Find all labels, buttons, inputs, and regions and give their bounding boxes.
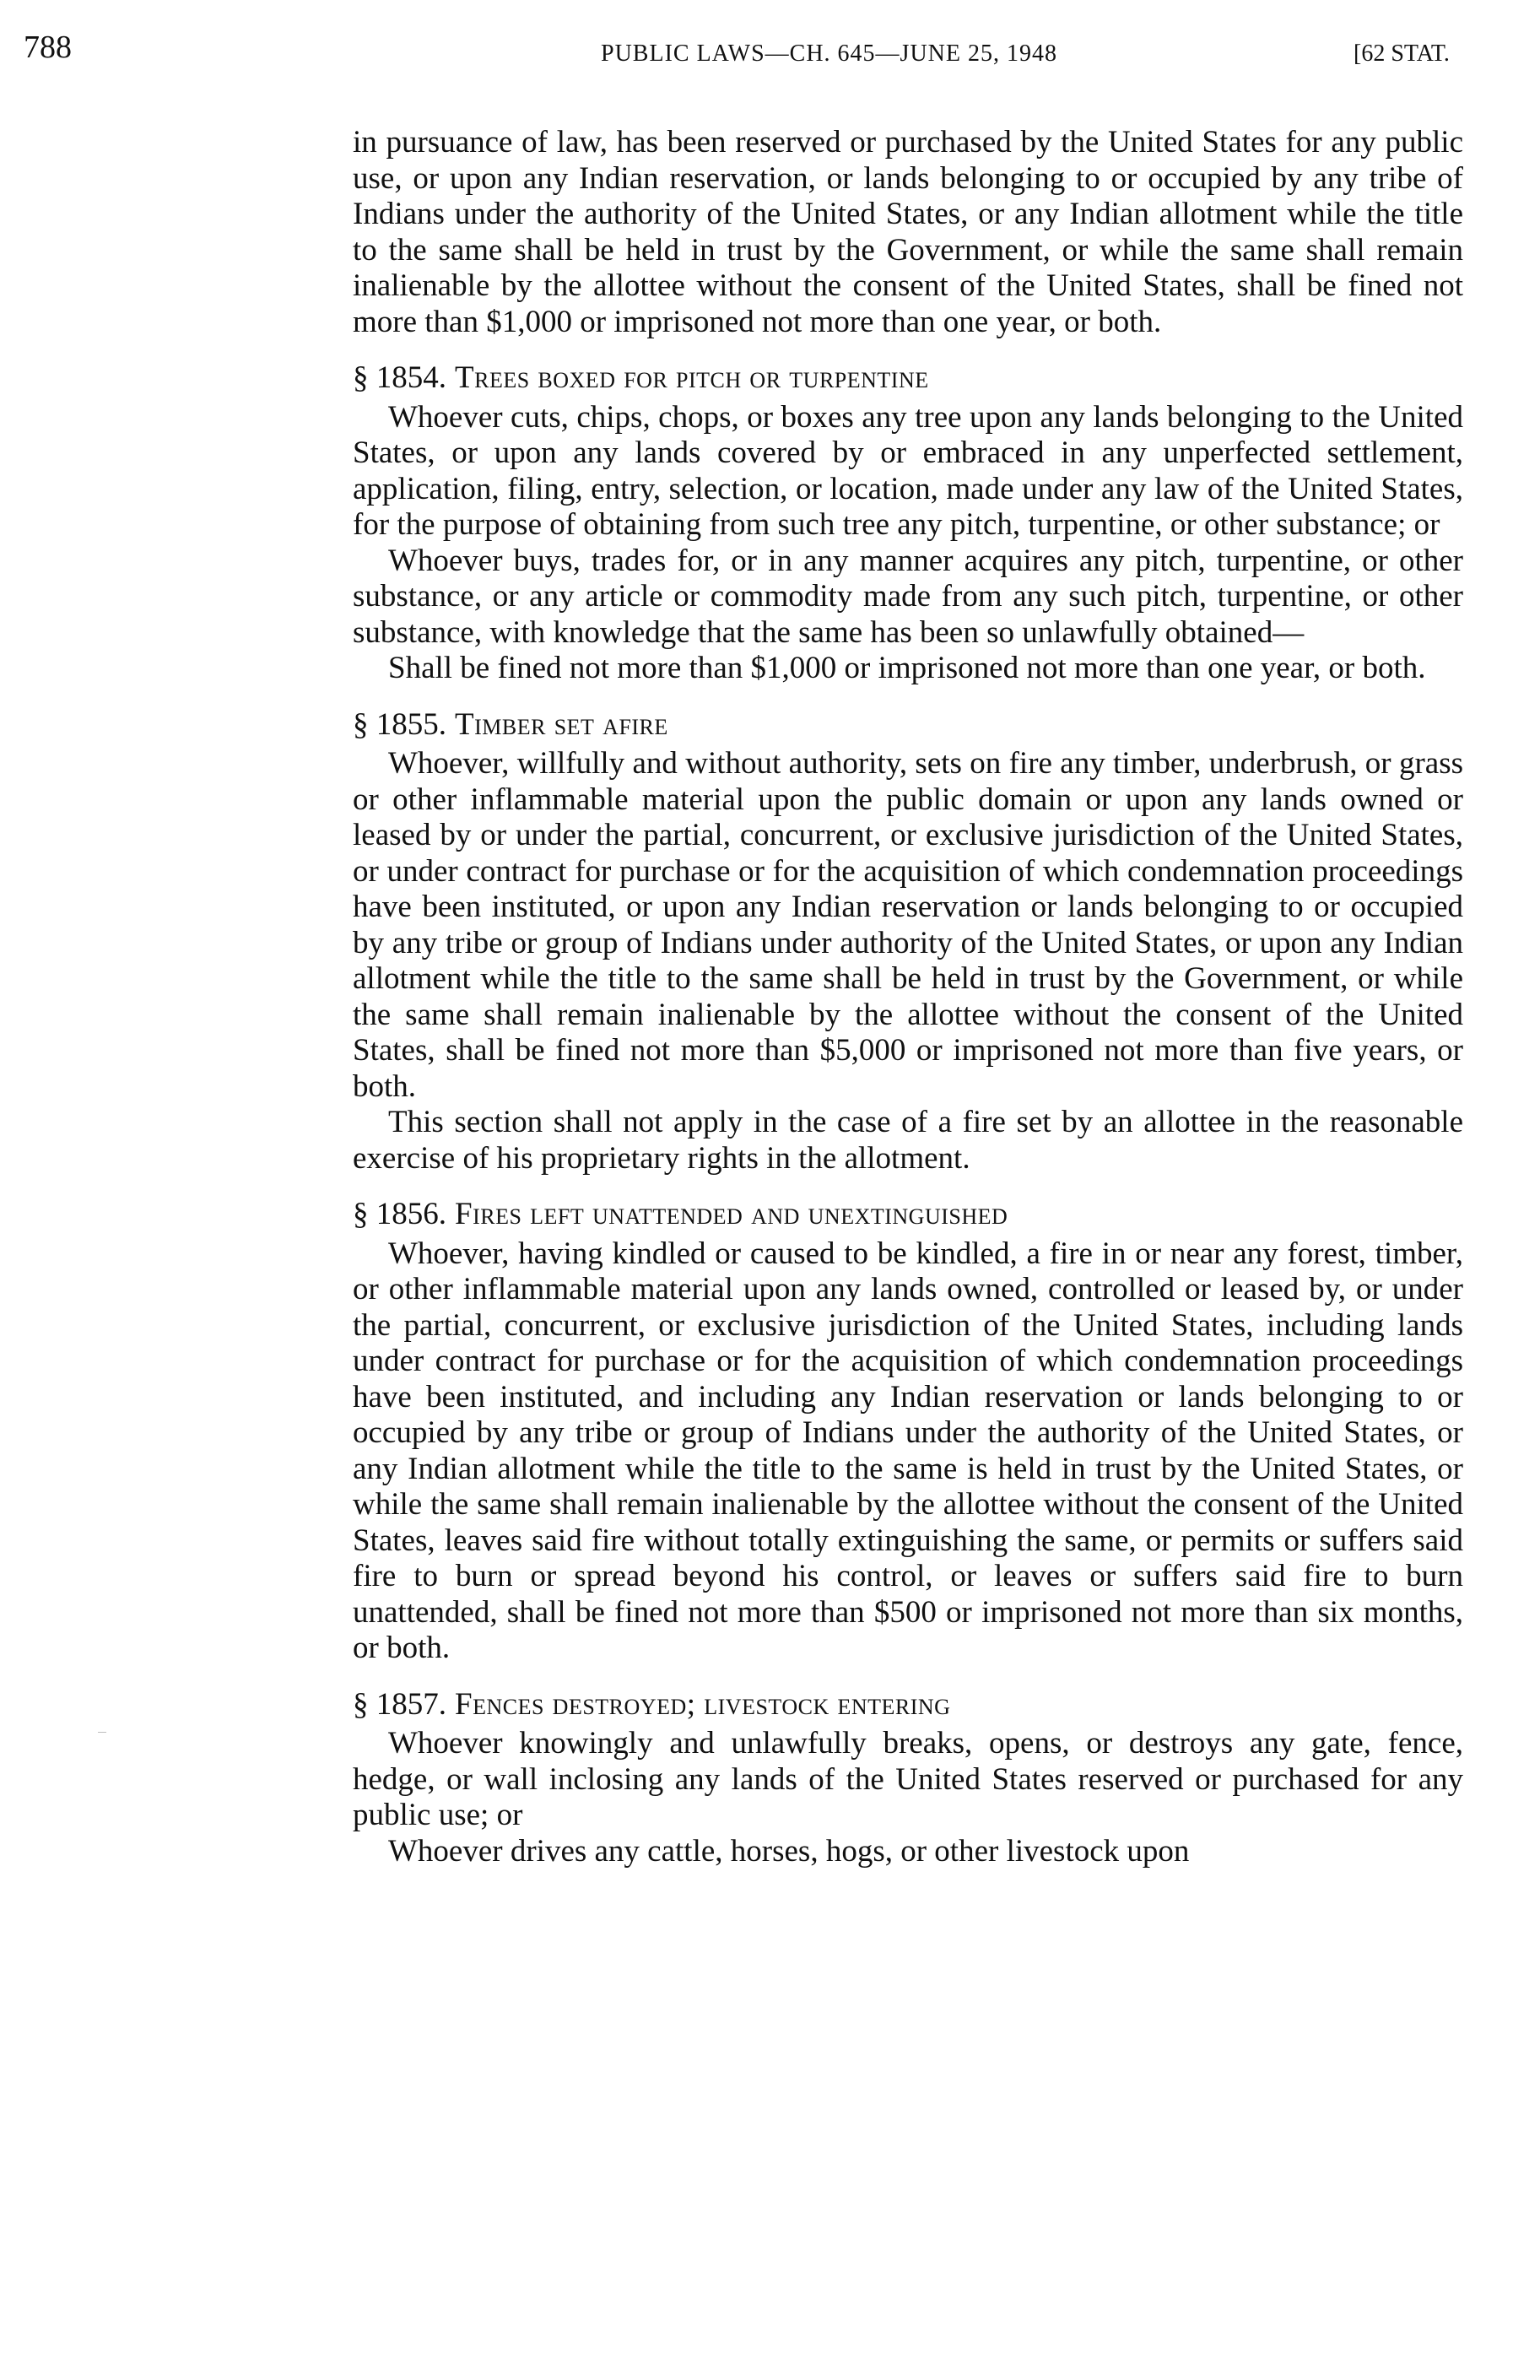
section-number: § 1857. (353, 1686, 446, 1722)
section-title: Fires left unattended and unextinguished (455, 1197, 1008, 1231)
intro-paragraph: in pursuance of law, has been reserved or purchased by the United States for any public use, or upon any Indian reservation, or lands belonging to or occupied by any tribe of Indians under the authority of the United States, or any Indian allotment while the title to the same shall be held in trust by the Government, or while the same shall remain inalienable by the allottee without the consent of the United States, shall be fined not more than $1,000 or imprisoned not more than one year, or both. (353, 125, 1463, 339)
section-paragraph: Whoever, willfully and without authority, sets on fire any timber, underbrush, or grass or other inflammable material upon the public domain or upon any lands owned or leased by or under the partial, concurrent, or exclusive jurisdiction of the United States, or under contract for purchase or for the acquisition of which condemnation proceedings have been instituted, or upon any Indian reservation or lands belonging to or occupied by any tribe or group of Indians under authority of the United States, or upon any Indian allotment while the title to the same shall be held in trust by the Government, or while the same shall remain inalienable by the allottee without the consent of the United States, shall be fined not more than $5,000 or imprisoned not more than five years, or both. (353, 746, 1463, 1104)
margin-mark (98, 1732, 106, 1733)
section-title: Fences destroyed; livestock entering (455, 1686, 951, 1722)
section-paragraph: Whoever buys, trades for, or in any manner acquires any pitch, turpentine, or other substance, or any article or commodity made from any such pitch, turpentine, or other substance, with knowledge that the same has been so unlawfully obtained— (353, 543, 1463, 650)
page-header (0, 29, 1540, 79)
section-heading-1856 (353, 1197, 1463, 1233)
section-paragraph: This section shall not apply in the case of a fire set by an allottee in the reasonable exercise of his proprietary rights in the allotment. (353, 1105, 1463, 1176)
section-title: Trees boxed for pitch or turpentine (455, 360, 929, 395)
section-paragraph: Whoever drives any cattle, horses, hogs, or other livestock upon (388, 1833, 1190, 1869)
section-paragraph: Shall be fined not more than $1,000 or imprisoned not more than one year, or both. (388, 651, 1426, 685)
section-number: § 1855. (353, 706, 446, 742)
section-heading-1857 (353, 1687, 1463, 1723)
volume-reference: [62 STAT. (1354, 41, 1450, 67)
page-number: 788 (24, 30, 72, 65)
running-head: PUBLIC LAWS—CH. 645—JUNE 25, 1948 (601, 41, 1057, 67)
body-text (353, 125, 1463, 1878)
section-paragraph: Whoever knowingly and unlawfully breaks, opens, or destroys any gate, fence, hedge, or wall inclosing any lands of the United States reserved or purchased for any public use; or (353, 1726, 1463, 1832)
section-number: § 1856. (353, 1197, 446, 1231)
section-heading-1854 (353, 360, 1463, 397)
section-paragraph: Whoever, having kindled or caused to be kindled, a fire in or near any forest, timber, or other inflammable material upon any lands owned, controlled or leased by, or under the partial, concurrent, or exclusive jurisdiction of the United States, including lands under contract for purchase or for the acquisition of which condemnation proceedings have been instituted, and including any Indian reservation or lands belonging to or occupied by any tribe or group of Indians under the authority of the United States, or any Indian allotment while the title to the same is held in trust by the United States, or while the same shall remain inalienable by the allottee without the consent of the United States, leaves said fire without totally extinguishing the same, or permits or suffers said fire to burn or spread beyond his control, or leaves or suffers said fire to burn unattended, shall be fined not more than $500 or imprisoned not more than six months, or both. (353, 1236, 1463, 1665)
section-number: § 1854. (353, 360, 446, 395)
section-paragraph: Whoever cuts, chips, chops, or boxes any tree upon any lands belonging to the United States, or upon any lands covered by or embraced in any unperfected settlement, application, filing, entry, selection, or location, made under any law of the United States, for the purpose of obtaining from such tree any pitch, turpentine, or other substance; or (353, 399, 1463, 542)
section-heading-1855 (353, 707, 1463, 744)
section-title: Timber set afire (455, 706, 668, 742)
